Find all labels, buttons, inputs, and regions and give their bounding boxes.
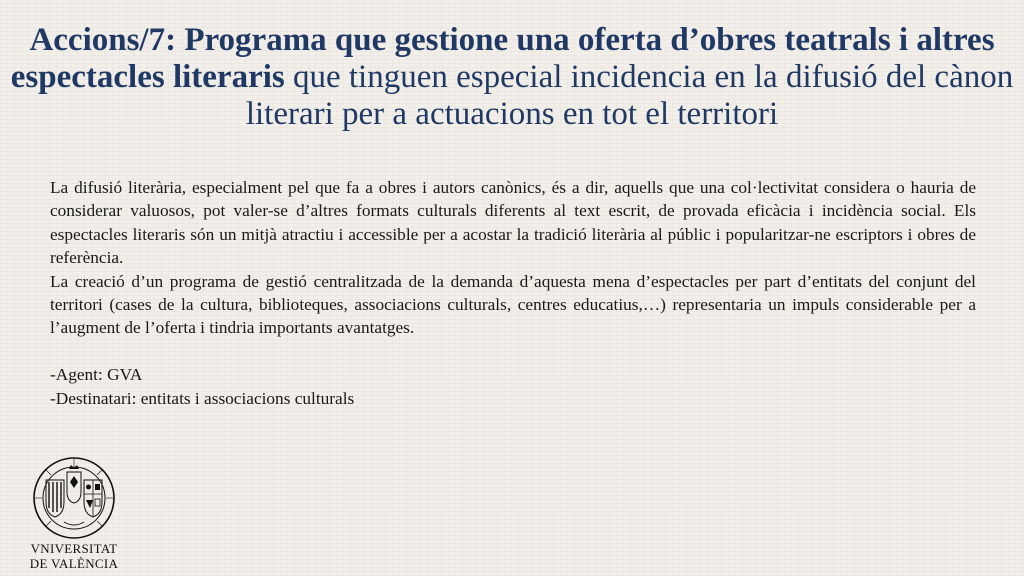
slide-body bbox=[50, 176, 976, 410]
university-seal-icon bbox=[26, 456, 122, 540]
title-regular-part: que tinguen especial incidencia en la difusió del cànon literari per a actuacions en tot el territori bbox=[245, 59, 1014, 132]
logo-text-line-1: VNIVERSITAT bbox=[30, 541, 118, 556]
body-paragraph-1: La difusió literària, especialment pel que fa a obres i autors canònics, és a dir, aquells que una col·lectivitat considera o hauria de considerar valuosos, pot valer-se d’altres formats culturals diferents al text escrit, de provada eficàcia i incidència social. Els espectacles literaris són un mitjà atractiu i accessible per a acostar la tradició literària al públic i popularitzar-ne escriptors i obres de referència. bbox=[50, 178, 976, 268]
agent-line: -Agent: GVA bbox=[50, 365, 143, 385]
body-paragraph-2: La creació d’un programa de gestió centralitzada de la demanda d’aquesta mena d’espectacles per part d’entitats del conjunt del territori (cases de la cultura, biblioteques, associacions culturals, centres educatius,…) representaria un impuls considerable per a l’augment de l’oferta i tindria importants avantatges. bbox=[50, 271, 976, 338]
title-bold-part: Accions/7: Programa que gestione una oferta d’obres teatrals i altres espectacles literaris bbox=[10, 22, 995, 95]
university-logo bbox=[26, 456, 122, 572]
destinatari-line: -Destinatari: entitats i associacions culturals bbox=[50, 388, 355, 408]
logo-text-line-2: DE VALÈNCIA bbox=[29, 556, 119, 571]
paragraph-spacer bbox=[50, 340, 976, 363]
slide-title bbox=[0, 22, 1024, 133]
